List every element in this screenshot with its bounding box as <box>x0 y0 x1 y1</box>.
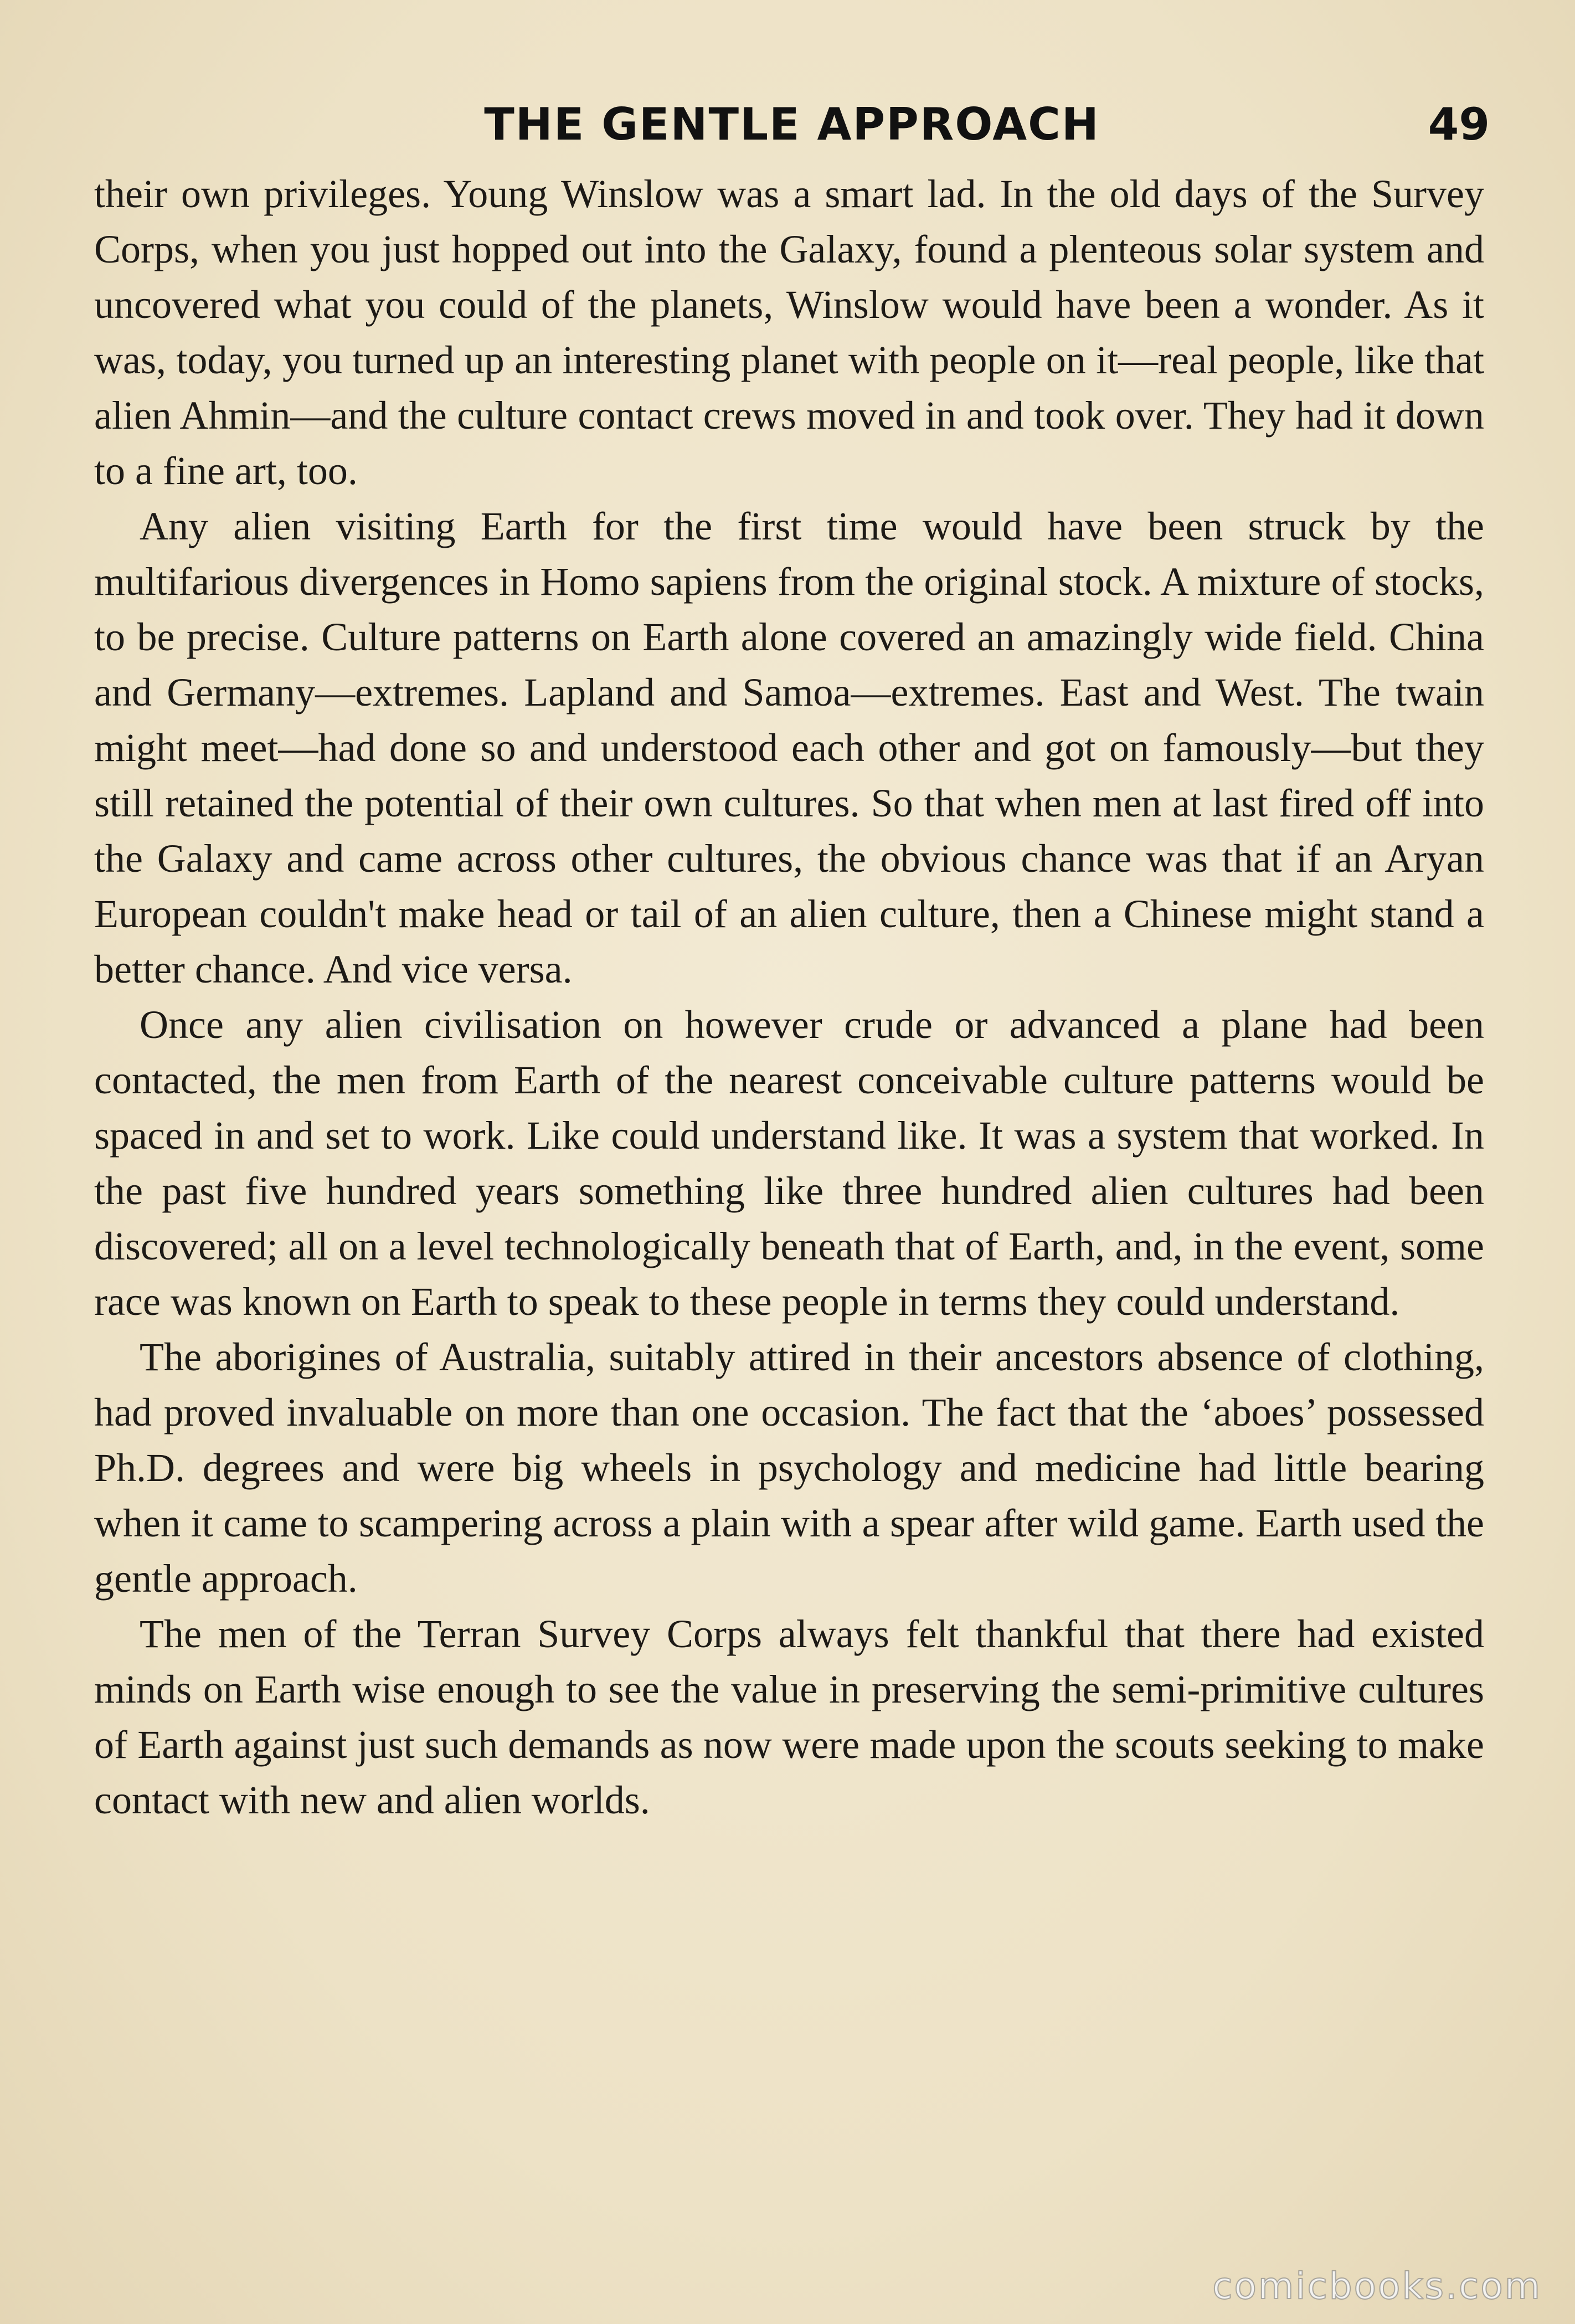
running-title: THE GENTLE APPROACH <box>484 99 1100 150</box>
body-text <box>94 166 1484 1828</box>
watermark: comicbooks.com <box>1212 2265 1542 2307</box>
paragraph: The aborigines of Australia, suitably attired in their ancestors absence of clothing, had proved invaluable on more than one occasion. The fact that the ‘aboes’ possessed Ph.D. degrees and were big wheels in psychology and medicine had little bearing when it came to scampering across a plain with a spear after wild game. Earth used the gentle approach. <box>94 1335 1484 1601</box>
paragraph: their own privileges. Young Winslow was a smart lad. In the old days of the Survey Corps, when you just hopped out into the Galaxy, found a plenteous solar system and uncovered what you could of the planets, Winslow would have been a wonder. As it was, today, you turned up an interesting planet with people on it—real people, like that alien Ahmin—and the culture contact crews moved in and took over. They had it down to a fine art, too. <box>94 172 1484 493</box>
page-number: 49 <box>1428 99 1490 150</box>
paragraph: Once any alien civilisation on however crude or advanced a plane had been contacted, the men from Earth of the nearest conceivable culture patterns would be spaced in and set to work. Like could understand like. It was a system that worked. In the past five hundred years something like three hundred alien cultures had been discovered; all on a level technologically beneath that of Earth, and, in the event, some race was known on Earth to speak to these people in terms they could understand. <box>94 1002 1484 1324</box>
paragraph: Any alien visiting Earth for the first time would have been struck by the multifarious divergences in Homo sapiens from the original stock. A mixture of stocks, to be precise. Culture patterns on Earth alone covered an amazingly wide field. China and Germany—extremes. Lapland and Samoa—extremes. East and West. The twain might meet—had done so and understood each other and got on famously—but they still retained the potential of their own cultures. So that when men at last fired off into the Galaxy and came across other cultures, the obvious chance was that if an Aryan European couldn't make head or tail of an alien culture, then a Chinese might stand a better chance. And vice versa. <box>94 504 1484 991</box>
paragraph: The men of the Terran Survey Corps always felt thankful that there had existed minds on Earth wise enough to see the value in preserving the semi-primitive cultures of Earth against just such demands as now were made upon the scouts seeking to make contact with new and alien worlds. <box>94 1612 1484 1822</box>
page-header <box>94 94 1490 155</box>
